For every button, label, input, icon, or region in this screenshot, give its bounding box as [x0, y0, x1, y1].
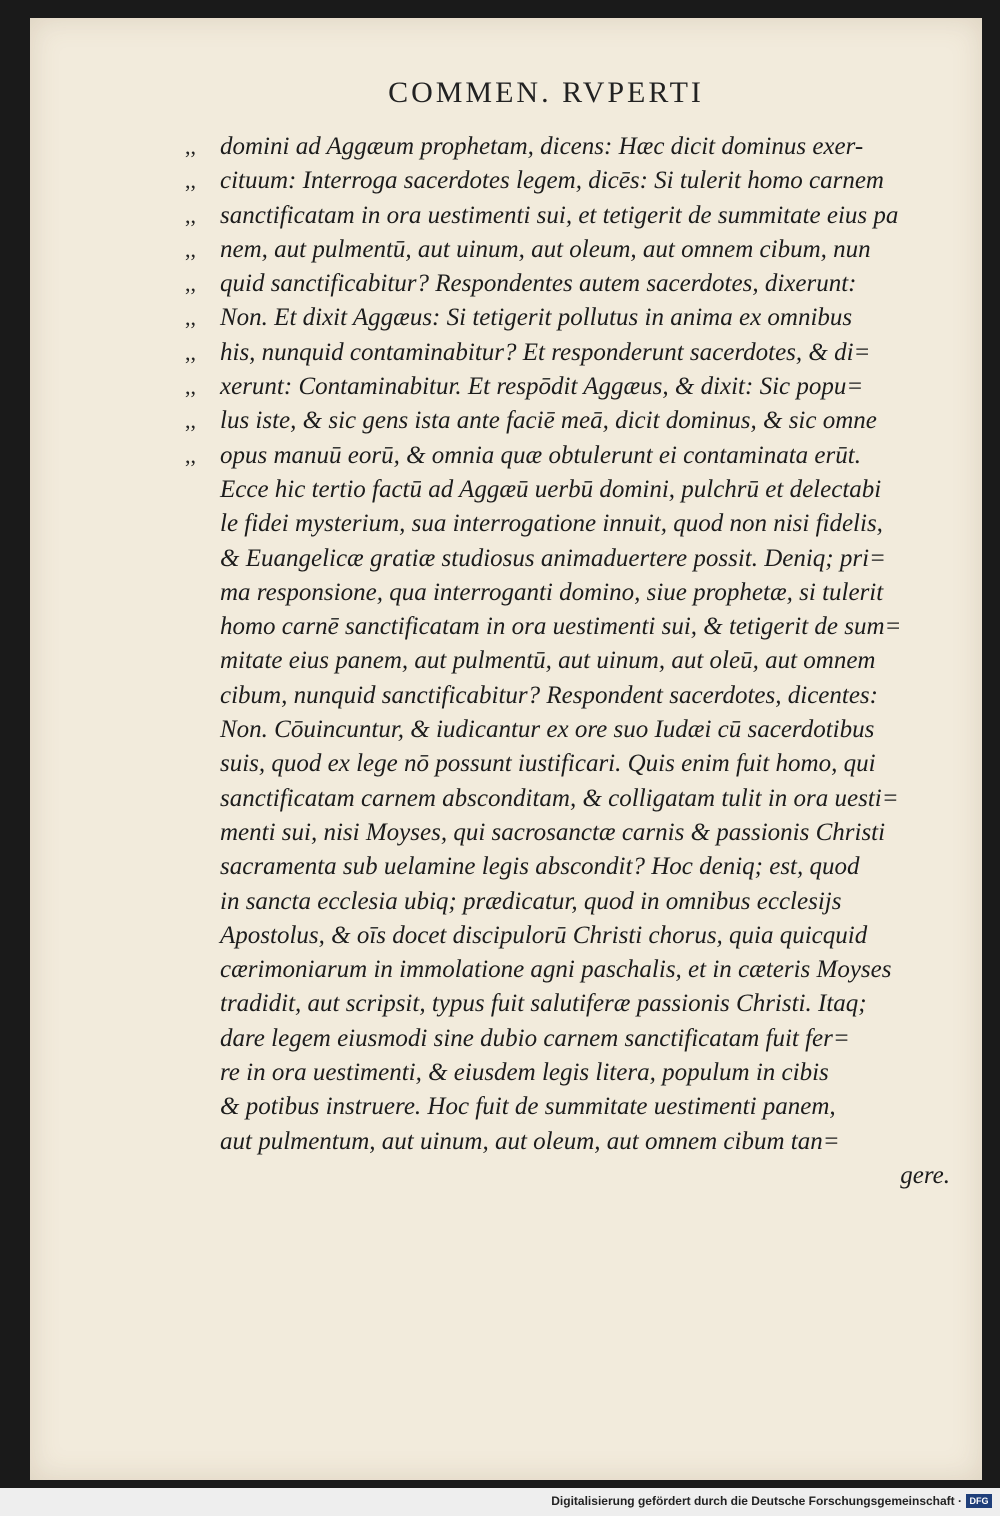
- body-line: [30, 1090, 982, 1124]
- footer-bar: [0, 1488, 1000, 1516]
- line-text: & potibus instruere. Hoc fuit de summitate uestimenti panem,: [220, 1093, 836, 1121]
- quote-marker: ,,: [185, 374, 196, 400]
- line-text: gere.: [900, 1161, 950, 1189]
- body-line: [30, 542, 982, 576]
- quote-marker: ,,: [185, 339, 196, 365]
- body-line: [30, 610, 982, 644]
- dfg-logo: DFG: [966, 1494, 992, 1508]
- line-text: sacramenta sub uelamine legis abscondit? Hoc deniq; est, quod: [220, 853, 860, 881]
- line-text: le fidei mysterium, sua interrogatione innuit, quod non nisi fidelis,: [220, 510, 883, 538]
- line-text: & Euangelicæ gratiæ studiosus animaduertere possit. Deniq; pri=: [220, 544, 886, 572]
- running-head: COMMEN. RVPERTI: [388, 76, 704, 109]
- line-text: lus iste, & sic gens ista ante faciē meā, dicit dominus, & sic omne: [220, 407, 877, 435]
- body-line: [30, 644, 982, 678]
- line-text: opus manuū eorū, & omnia quæ obtulerunt ei contaminata erūt.: [220, 441, 861, 469]
- quote-marker: ,,: [185, 408, 196, 434]
- line-text: mitate eius panem, aut pulmentū, aut uinum, aut oleū, aut omnem: [220, 647, 876, 675]
- body-line: [30, 747, 982, 781]
- quote-marker: ,,: [185, 271, 196, 297]
- quote-marker: ,,: [185, 134, 196, 159]
- line-text: Non. Et dixit Aggæus: Si tetigerit pollutus in anima ex omnibus: [220, 304, 853, 332]
- quoted-line: [30, 439, 982, 473]
- line-text: sanctificatam carnem absconditam, & colligatam tulit in ora uesti=: [220, 784, 899, 812]
- quoted-line: [30, 199, 982, 233]
- quoted-line: [30, 130, 982, 164]
- quoted-line: [30, 233, 982, 267]
- quoted-line: [30, 336, 982, 370]
- line-text: sanctificatam in ora uestimenti sui, et tetigerit de summitate eius pa: [220, 201, 899, 229]
- quote-marker: ,,: [185, 442, 196, 468]
- quote-marker: ,,: [185, 305, 196, 331]
- text-block: [30, 130, 982, 1193]
- line-text: Apostolus, & oīs docet discipulorū Christi chorus, quia quicquid: [220, 921, 868, 949]
- line-text: in sancta ecclesia ubiq; prædicatur, quod in omnibus ecclesijs: [220, 887, 842, 915]
- line-text: menti sui, nisi Moyses, qui sacrosanctæ carnis & passionis Christi: [220, 818, 886, 846]
- line-text: nem, aut pulmentū, aut uinum, aut oleum, aut omnem cibum, nun: [220, 235, 871, 263]
- body-line: [30, 816, 982, 850]
- quoted-line: [30, 301, 982, 335]
- body-line: [30, 850, 982, 884]
- body-line: [30, 987, 982, 1021]
- line-text: cærimoniarum in immolatione agni paschalis, et in cæteris Moyses: [220, 956, 892, 984]
- line-text: cibum, nunquid sanctificabitur? Respondent sacerdotes, dicentes:: [220, 681, 878, 709]
- quoted-line: [30, 267, 982, 301]
- body-line: [30, 473, 982, 507]
- quoted-line: [30, 404, 982, 438]
- line-text: Non. Cōuincuntur, & iudicantur ex ore suo Iudæi cū sacerdotibus: [220, 716, 875, 744]
- line-text: homo carnē sanctificatam in ora uestimenti sui, & tetigerit de sum=: [220, 613, 902, 641]
- line-text: Ecce hic tertio factū ad Aggæū uerbū domini, pulchrū et delectabi: [220, 475, 882, 503]
- body-line: [30, 919, 982, 953]
- line-text: ma responsione, qua interroganti domino, siue prophetæ, si tulerit: [220, 578, 884, 606]
- body-line: [30, 1159, 982, 1193]
- line-text: dare legem eiusmodi sine dubio carnem sanctificatam fuit fer=: [220, 1024, 850, 1052]
- quoted-line: [30, 164, 982, 198]
- body-line: [30, 885, 982, 919]
- quote-marker: ,,: [185, 168, 196, 194]
- body-line: [30, 576, 982, 610]
- line-text: domini ad Aggæum prophetam, dicens: Hæc dicit dominus exer-: [220, 133, 864, 160]
- body-line: [30, 713, 982, 747]
- line-text: tradidit, aut scripsit, typus fuit salutiferæ passionis Christi. Itaq;: [220, 990, 867, 1018]
- line-text: xerunt: Contaminabitur. Et respōdit Aggæus, & dixit: Sic popu=: [220, 373, 864, 401]
- quoted-line: [30, 370, 982, 404]
- body-line: [30, 1022, 982, 1056]
- quote-marker: ,,: [185, 236, 196, 262]
- body-line: [30, 782, 982, 816]
- line-text: his, nunquid contaminabitur? Et responderunt sacerdotes, & di=: [220, 338, 871, 366]
- funding-note: Digitalisierung gefördert durch die Deutsche Forschungsgemeinschaft ·: [551, 1494, 962, 1508]
- body-line: [30, 953, 982, 987]
- body-line: [30, 1125, 982, 1159]
- line-text: re in ora uestimenti, & eiusdem legis litera, populum in cibis: [220, 1059, 829, 1087]
- quote-marker: ,,: [185, 202, 196, 228]
- body-line: [30, 679, 982, 713]
- body-line: [30, 1056, 982, 1090]
- line-text: aut pulmentum, aut uinum, aut oleum, aut omnem cibum tan=: [220, 1127, 840, 1155]
- book-page: [30, 18, 982, 1480]
- line-text: quid sanctificabitur? Respondentes autem sacerdotes, dixerunt:: [220, 270, 857, 298]
- line-text: suis, quod ex lege nō possunt iustificari. Quis enim fuit homo, qui: [220, 750, 876, 778]
- line-text: cituum: Interroga sacerdotes legem, dicēs: Si tulerit homo carnem: [220, 167, 884, 195]
- body-line: [30, 507, 982, 541]
